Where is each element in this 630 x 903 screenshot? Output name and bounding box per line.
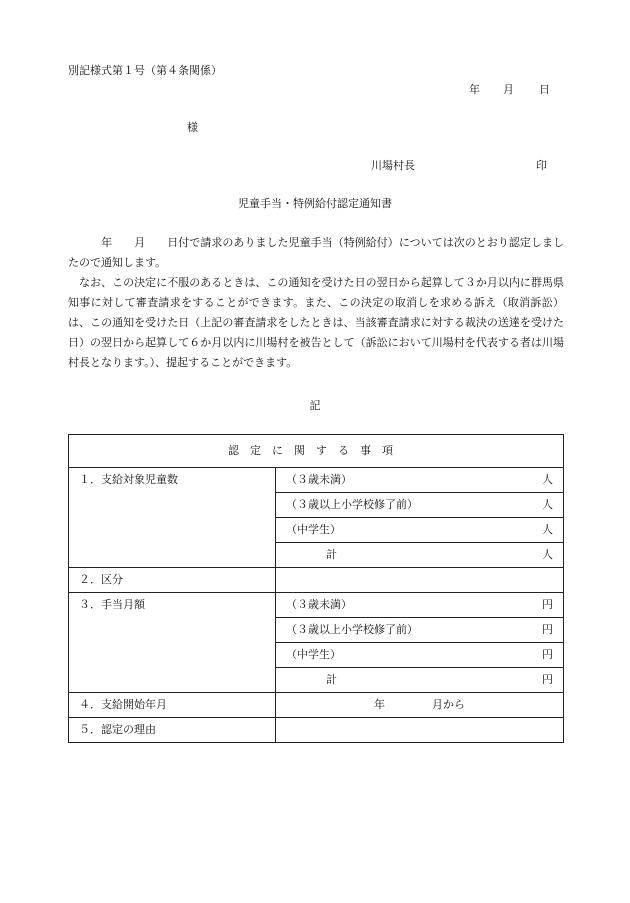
row-label: （中学生）	[286, 648, 341, 661]
section-reason-value	[276, 718, 564, 743]
start-year-unit: 年	[374, 698, 385, 711]
ki-mark: 記	[309, 399, 321, 412]
date-day: 日	[539, 83, 550, 96]
table-row	[69, 718, 564, 743]
issuer-name: 川場村長	[371, 159, 415, 172]
row-label-total: 計	[326, 673, 337, 686]
table-heading: 認定に関する事項	[69, 435, 564, 468]
section-start-month-label: ４．支給開始年月	[69, 693, 276, 718]
row-label: （３歳未満）	[286, 598, 352, 611]
unit-label: 円	[542, 673, 553, 686]
table-row	[69, 693, 564, 718]
certification-table	[68, 434, 564, 743]
date-month: 月	[503, 83, 514, 96]
unit-label: 人	[542, 523, 553, 536]
row-label: （３歳以上小学校修了前）	[286, 623, 418, 636]
form-number: 別記様式第１号（第４条関係）	[68, 64, 222, 77]
section-children-count-label: １．支給対象児童数	[69, 468, 276, 568]
row-label: （中学生）	[286, 523, 341, 536]
section-category-value	[276, 568, 564, 593]
section-reason-label: ５．認定の理由	[69, 718, 276, 743]
unit-label: 人	[542, 498, 553, 511]
table-row	[69, 468, 564, 493]
body-paragraph-1: 年 月 日付で請求のありました児童手当（特例給付）については次のとおり認定しましたので通知します。	[68, 236, 564, 269]
row-label: （３歳未満）	[286, 473, 352, 486]
section-monthly-amount-label: ３．手当月額	[69, 593, 276, 693]
table-row	[69, 593, 564, 618]
unit-label: 円	[542, 648, 553, 661]
unit-label: 人	[542, 548, 553, 561]
document-title: 児童手当・特例給付認定通知書	[238, 197, 392, 210]
row-label-total: 計	[326, 548, 337, 561]
body-paragraph-2: なお、この決定に不服のあるときは、この通知を受けた日の翌日から起算して３か月以内に群馬県知事に対して審査請求をすることができます。また、この決定の取消しを求める訴え（取消訴訟）は、この通知を受けた日（上記の審査請求をしたときは、当該審査請求に対する裁決の送達を受けた日）の翌日から起算して６か月以内に川場村を被告として（訴訟において川場村を代表する者は川場村長となります。）、提起することができます。	[68, 276, 564, 369]
table-row	[69, 568, 564, 593]
unit-label: 円	[542, 623, 553, 636]
addressee-suffix: 様	[187, 121, 198, 134]
date-year: 年	[469, 83, 480, 96]
table-heading-row	[69, 435, 564, 468]
seal-mark: 印	[536, 159, 547, 172]
row-label: （３歳以上小学校修了前）	[286, 498, 418, 511]
start-month-from: 月から	[432, 698, 465, 711]
section-category-label: ２．区分	[69, 568, 276, 593]
unit-label: 人	[542, 473, 553, 486]
unit-label: 円	[542, 598, 553, 611]
